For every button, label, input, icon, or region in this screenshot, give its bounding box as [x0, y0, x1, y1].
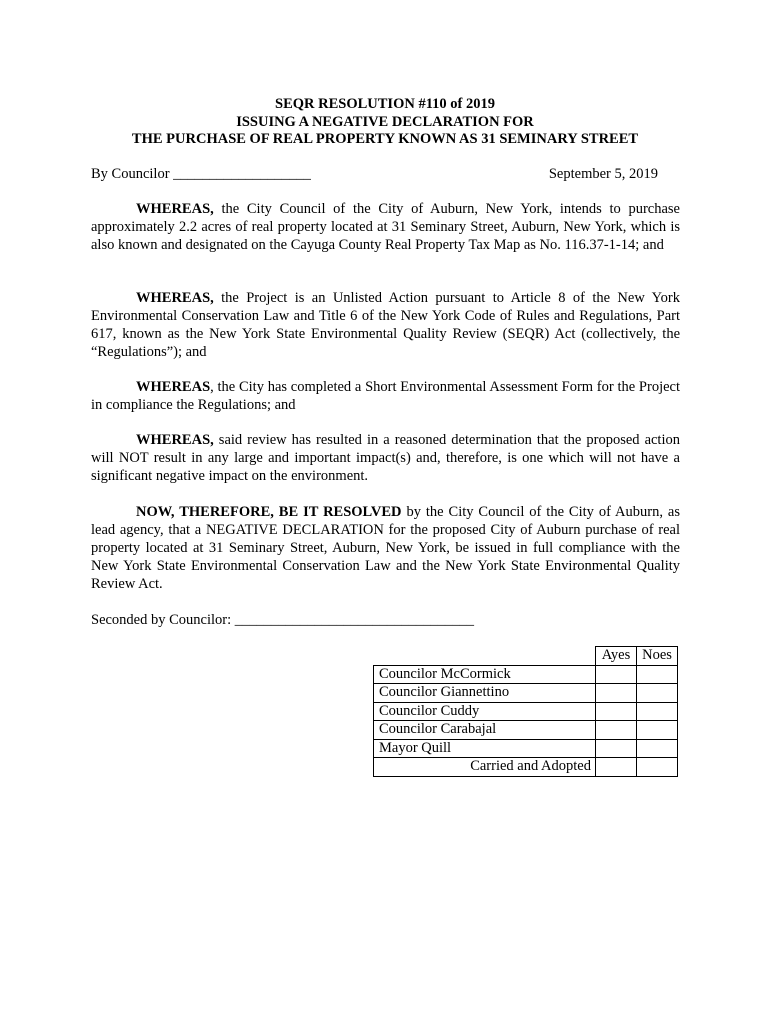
byline [91, 166, 661, 184]
vote-footer-row [374, 758, 678, 777]
paragraph-lead: WHEREAS, [136, 201, 214, 217]
aye-cell [596, 739, 637, 758]
vote-row [374, 684, 678, 703]
vote-row [374, 665, 678, 684]
voter-name: Mayor Quill [374, 739, 596, 758]
voter-name: Councilor Carabajal [374, 721, 596, 740]
noe-cell [637, 665, 678, 684]
noe-cell [637, 684, 678, 703]
title-line-3: THE PURCHASE OF REAL PROPERTY KNOWN AS 31 SEMINARY STREET [131, 131, 639, 147]
title-line-2: ISSUING A NEGATIVE DECLARATION FOR [236, 113, 534, 130]
paragraph-text: by the City Council of the City of Auburn, as lead agency, that a NEGATIVE DECLARATION for the proposed City of Auburn purchase of real property located at 31 Seminary Street, Auburn, New York, be issued in full compliance with the New York State Environmental Conservation Law and the New York State Environmental Quality Review Act. [91, 504, 680, 592]
paragraph-text: said review has resulted in a reasoned determination that the proposed action will NOT result in any large and important impact(s) and, therefore, is one which will not have a significant negative impact on the environment. [91, 432, 680, 484]
voter-name: Councilor Cuddy [374, 702, 596, 721]
paragraph-lead: WHEREAS, [136, 432, 214, 448]
voter-name: Councilor Giannettino [374, 684, 596, 703]
noe-cell [637, 702, 678, 721]
vote-header-blank [374, 647, 596, 666]
paragraph-lead: WHEREAS [136, 379, 211, 395]
title-line-1: SEQR RESOLUTION #110 of 2019 [275, 96, 495, 112]
voter-name: Councilor McCormick [374, 665, 596, 684]
paragraph-lead: WHEREAS, [136, 290, 214, 306]
paragraph-text: the City Council of the City of Auburn, New York, intends to purchase approximately 2.2 acres of real property located at 31 Seminary Street, Auburn, New York, which is also known and designated on the Cayuga County Real Property Tax Map as No. 116.37-1-14; and [91, 201, 680, 253]
vote-row [374, 721, 678, 740]
paragraph-lead: NOW, THEREFORE, BE IT RESOLVED [136, 504, 402, 520]
aye-cell [596, 758, 637, 777]
resolution-date: September 5, 2019 [548, 166, 658, 182]
paragraph-text: , the City has completed a Short Environmental Assessment Form for the Project in compliance the Regulations; and [91, 379, 680, 413]
resolution-title [0, 96, 770, 149]
carried-and-adopted: Carried and Adopted [374, 758, 596, 777]
whereas-paragraph-1 [91, 201, 680, 255]
whereas-paragraph-4 [91, 432, 680, 486]
aye-cell [596, 665, 637, 684]
aye-cell [596, 684, 637, 703]
aye-cell [596, 721, 637, 740]
paragraph-text: the Project is an Unlisted Action pursuant to Article 8 of the New York Environmental Conservation Law and Title 6 of the New York Code of Rules and Regulations, Part 617, known as the New York State Environmental Quality Review (SEQR) Act (collectively, the “Regulations”); and [91, 290, 680, 360]
whereas-paragraph-2 [91, 290, 680, 362]
whereas-paragraph-3 [91, 379, 680, 415]
noes-header: Noes [637, 647, 678, 666]
vote-table-header-row [374, 647, 678, 666]
noe-cell [637, 739, 678, 758]
noe-cell [637, 758, 678, 777]
resolved-paragraph [91, 504, 680, 594]
by-councilor: By Councilor ___________________ [91, 166, 311, 182]
vote-table [373, 646, 678, 777]
vote-row [374, 702, 678, 721]
seconded-by-line: Seconded by Councilor: _________________________________ [91, 612, 475, 628]
vote-row [374, 739, 678, 758]
aye-cell [596, 702, 637, 721]
ayes-header: Ayes [596, 647, 637, 666]
noe-cell [637, 721, 678, 740]
